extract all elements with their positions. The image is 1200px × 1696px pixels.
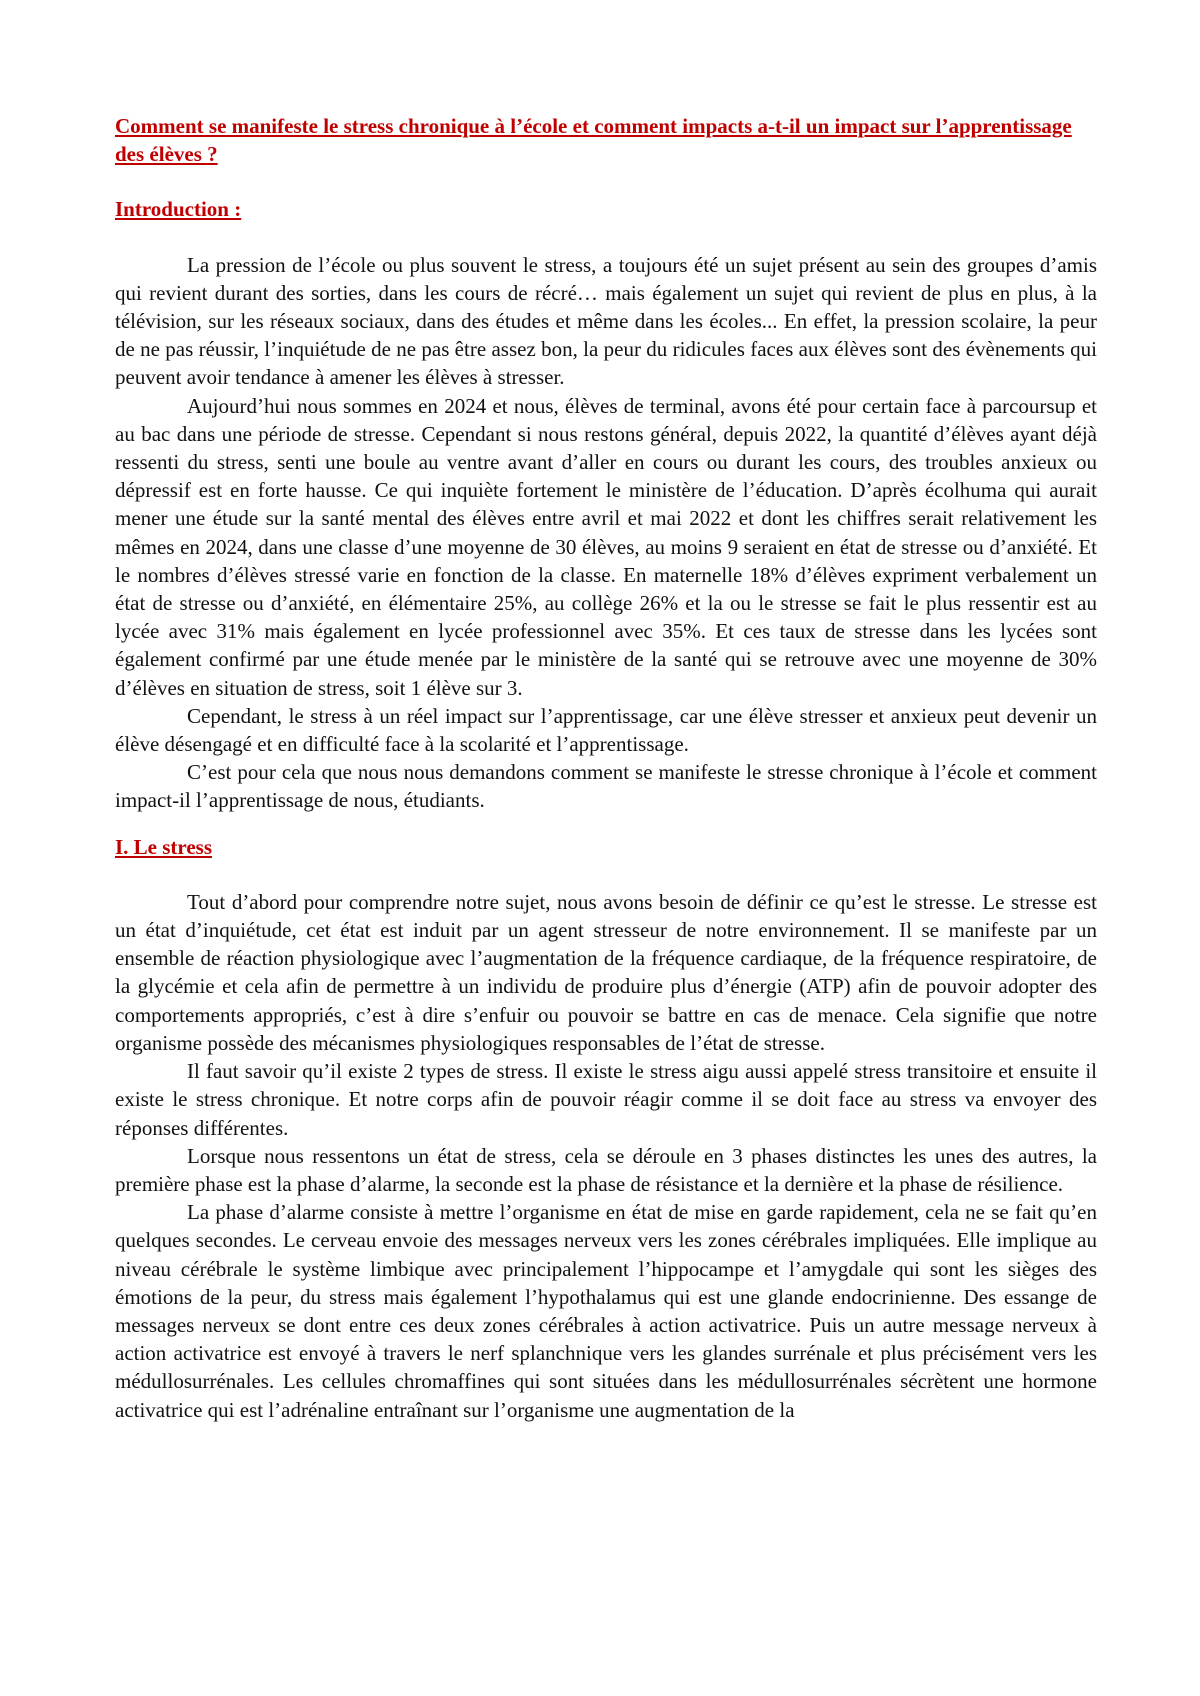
intro-paragraph-4: C’est pour cela que nous nous demandons comment se manifeste le stresse chronique à l’école et comment impact-il l’apprentissage de nous, étudiants. xyxy=(115,760,1097,813)
intro-paragraph-2: Aujourd’hui nous sommes en 2024 et nous, élèves de terminal, avons été pour certain face à parcoursup et au bac dans une période de stresse. Cependant si nous restons général, depuis 2022, la quantité d’élèves ayant déjà ressenti du stress, senti une boule au ventre avant d’aller en cours ou durant les cours, des troubles anxieux ou dépressif est en forte hausse. Ce qui inquiète fortement le ministère de l’éducation. D’après écolhuma qui aurait mener une étude sur la santé mental des élèves entre avril et mai 2022 et dont les chiffres serait relativement les mêmes en 2024, dans une classe d’une moyenne de 30 élèves, au moins 9 seraient en état de stresse ou d’anxiété. Et le nombres d’élèves stressé varie en fonction de la classe. En maternelle 18% d’élèves expriment verbalement un état de stresse ou d’anxiété, en élémentaire 25%, au collège 26% et la ou le stresse se fait le plus ressentir est au lycée avec 31% mais également en lycée professionnel avec 35%. Et ces taux de stresse dans les lycées sont également confirmé par une étude menée par le ministère de la santé qui se retrouve avec une moyenne de 30% d’élèves en situation de stress, soit 1 élève sur 3. xyxy=(115,393,1097,700)
document-title: Comment se manifeste le stress chronique à l’école et comment impacts a-t-il un impact sur l’apprentissage des élèves ? xyxy=(115,114,1072,167)
section-1-paragraph-4: La phase d’alarme consiste à mettre l’organisme en état de mise en garde rapidement, cela ne se fait qu’en quelques secondes. Le cerveau envoie des messages nerveux vers les zones cérébrales impliquées. Elle implique au niveau cérébrale le système limbique avec principalement l’hippocampe et l’amygdale qui sont les sièges des émotions de la peur, du stress mais également l’hypothalamus qui est une glande endocrinienne. Des essange de messages nerveux se dont entre ces deux zones cérébrales à action activatrice. Puis un autre message nerveux à action activatrice est envoyé à travers le nerf splanchnique vers les glandes surrénale et plus précisément vers les médullosurrénales. Les cellules chromaffines qui sont situées dans les médullosurrénales sécrètent une hormone activatrice qui est l’adrénaline entraînant sur l’organisme une augmentation de la xyxy=(115,1200,1097,1422)
intro-paragraph-1: La pression de l’école ou plus souvent le stress, a toujours été un sujet présent au sein des groupes d’amis qui revient durant des sorties, dans les cours de récré… mais également un sujet qui revient de plus en plus, à la télévision, sur les réseaux sociaux, dans des études et même dans les écoles... En effet, la pression scolaire, la peur de ne pas réussir, l’inquiétude de ne pas être assez bon, la peur du ridicules faces aux élèves sont des évènements qui peuvent avoir tendance à amener les élèves à stresser. xyxy=(115,252,1097,390)
section-1-heading: I. Le stress xyxy=(115,834,213,859)
section-1-paragraph-3: Lorsque nous ressentons un état de stress, cela se déroule en 3 phases distinctes les unes des autres, la première phase est la phase d’alarme, la seconde est la phase de résistance et la dernière et la phase de résilience. xyxy=(115,1143,1097,1196)
document-page xyxy=(115,112,1097,1424)
introduction-heading: Introduction : xyxy=(115,197,242,222)
section-1-paragraph-2: Il faut savoir qu’il existe 2 types de stress. Il existe le stress aigu aussi appelé stress transitoire et ensuite il existe le stress chronique. Et notre corps afin de pouvoir réagir comme il se doit face au stress va envoyer des réponses différentes. xyxy=(115,1059,1097,1140)
intro-paragraph-3: Cependant, le stress à un réel impact sur l’apprentissage, car une élève stresser et anxieux peut devenir un élève désengagé et en difficulté face à la scolarité et l’apprentissage. xyxy=(115,703,1097,757)
section-1-paragraph-1: Tout d’abord pour comprendre notre sujet, nous avons besoin de définir ce qu’est le stresse. Le stresse est un état d’inquiétude, cet état est induit par un agent stresseur de notre environnement. Il se manifeste par un ensemble de réaction physiologique avec l’augmentation de la fréquence cardiaque, de la fréquence respiratoire, de la glycémie et cela afin de permettre à un individu de produire plus d’énergie (ATP) afin de pouvoir adopter des comportements appropriés, c’est à dire s’enfuir ou pouvoir se battre en cas de menace. Cela signifie que notre organisme possède des mécanismes physiologiques responsables de l’état de stresse. xyxy=(115,889,1097,1055)
